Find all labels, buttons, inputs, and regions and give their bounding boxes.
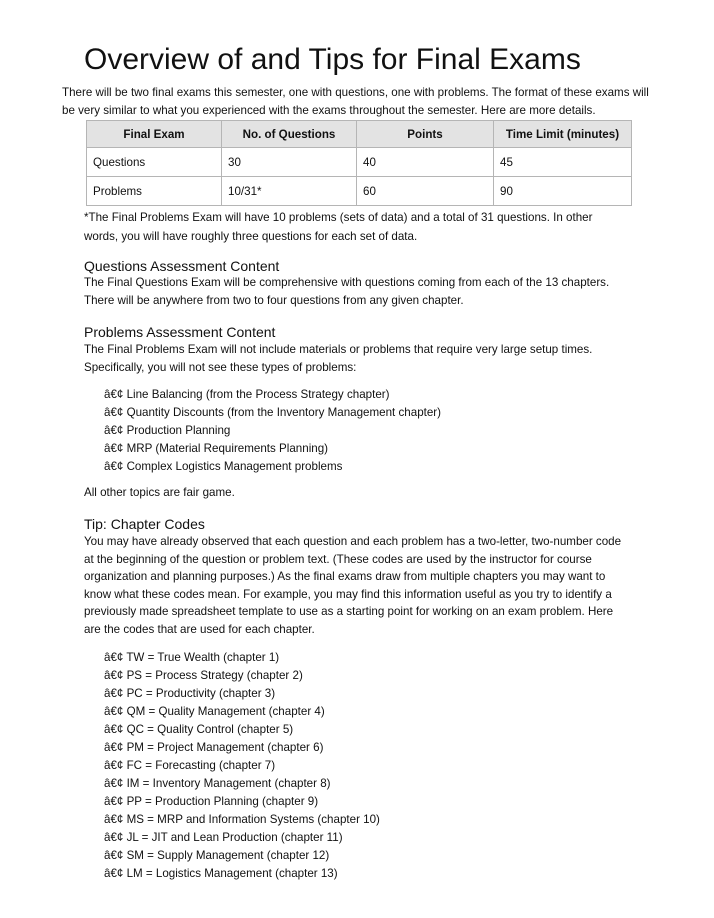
column-header: Time Limit (minutes) — [494, 121, 632, 148]
list-item: â€¢ JL = JIT and Lean Production (chapter 11) — [104, 831, 343, 844]
column-header: No. of Questions — [222, 121, 357, 148]
table-cell: Questions — [87, 148, 222, 177]
list-item: â€¢ SM = Supply Management (chapter 12) — [104, 849, 330, 862]
list-item: â€¢ IM = Inventory Management (chapter 8) — [104, 777, 331, 790]
table-footnote: *The Final Problems Exam will have 10 problems (sets of data) and a total of 31 questions. In other words, you will have roughly three questions for each set of data. — [84, 211, 593, 243]
table-header-row — [87, 121, 632, 148]
codes-section-heading: Tip: Chapter Codes — [84, 516, 205, 532]
list-item: â€¢ PP = Production Planning (chapter 9) — [104, 795, 319, 808]
list-item: â€¢ QM = Quality Management (chapter 4) — [104, 705, 325, 718]
questions-section-heading: Questions Assessment Content — [84, 258, 280, 274]
list-item: â€¢ Complex Logistics Management problems — [104, 460, 343, 473]
table-cell: 60 — [357, 177, 494, 206]
codes-section-text: You may have already observed that each question and each problem has a two-letter, two-number code at the beginning of the question or problem text. (These codes are used by the instructor for course organization and planning purposes.) As the final exams draw from multiple chapters you may want to know what these codes mean. For example, you may find this information useful as you try to identify a previously made spreadsheet template to use as a starting point for working on an exam problem. Here are the codes that are used for each chapter. — [84, 535, 622, 636]
table-cell: 40 — [357, 148, 494, 177]
final-exams-table — [86, 120, 632, 206]
list-item: â€¢ LM = Logistics Management (chapter 13) — [104, 867, 338, 880]
table-cell: 45 — [494, 148, 632, 177]
list-item: â€¢ FC = Forecasting (chapter 7) — [104, 759, 276, 772]
chapter-codes-list — [104, 649, 380, 883]
table-cell: 10/31* — [222, 177, 357, 206]
list-item: â€¢ TW = True Wealth (chapter 1) — [104, 651, 280, 664]
table-cell: 30 — [222, 148, 357, 177]
column-header: Points — [357, 121, 494, 148]
table-cell: Problems — [87, 177, 222, 206]
list-item: â€¢ QC = Quality Control (chapter 5) — [104, 723, 294, 736]
problems-section-footer: All other topics are fair game. — [84, 486, 235, 499]
list-item: â€¢ Production Planning — [104, 424, 231, 437]
page-title: Overview of and Tips for Final Exams — [84, 43, 581, 76]
list-item: â€¢ MRP (Material Requirements Planning) — [104, 442, 329, 455]
list-item: â€¢ PS = Process Strategy (chapter 2) — [104, 669, 303, 682]
list-item: â€¢ PC = Productivity (chapter 3) — [104, 687, 276, 700]
table-row — [87, 148, 632, 177]
intro-paragraph: There will be two final exams this semester, one with questions, one with problems. The format of these exams will be very similar to what you experienced with the exams throughout the semester. Here are more details. — [62, 86, 649, 117]
questions-section-text: The Final Questions Exam will be comprehensive with questions coming from each of the 13 chapters. There will be anywhere from two to four questions from any given chapter. — [84, 276, 610, 307]
table-cell: 90 — [494, 177, 632, 206]
problems-section-text: The Final Problems Exam will not include materials or problems that require very large setup times. Specifically, you will not see these types of problems: — [84, 343, 593, 374]
list-item: â€¢ Line Balancing (from the Process Strategy chapter) — [104, 388, 390, 401]
list-item: â€¢ PM = Project Management (chapter 6) — [104, 741, 324, 754]
list-item: â€¢ Quantity Discounts (from the Inventory Management chapter) — [104, 406, 442, 419]
list-item: â€¢ MS = MRP and Information Systems (chapter 10) — [104, 813, 380, 826]
table-row — [87, 177, 632, 206]
problems-section-heading: Problems Assessment Content — [84, 324, 276, 340]
excluded-problems-list — [104, 386, 441, 476]
column-header: Final Exam — [87, 121, 222, 148]
